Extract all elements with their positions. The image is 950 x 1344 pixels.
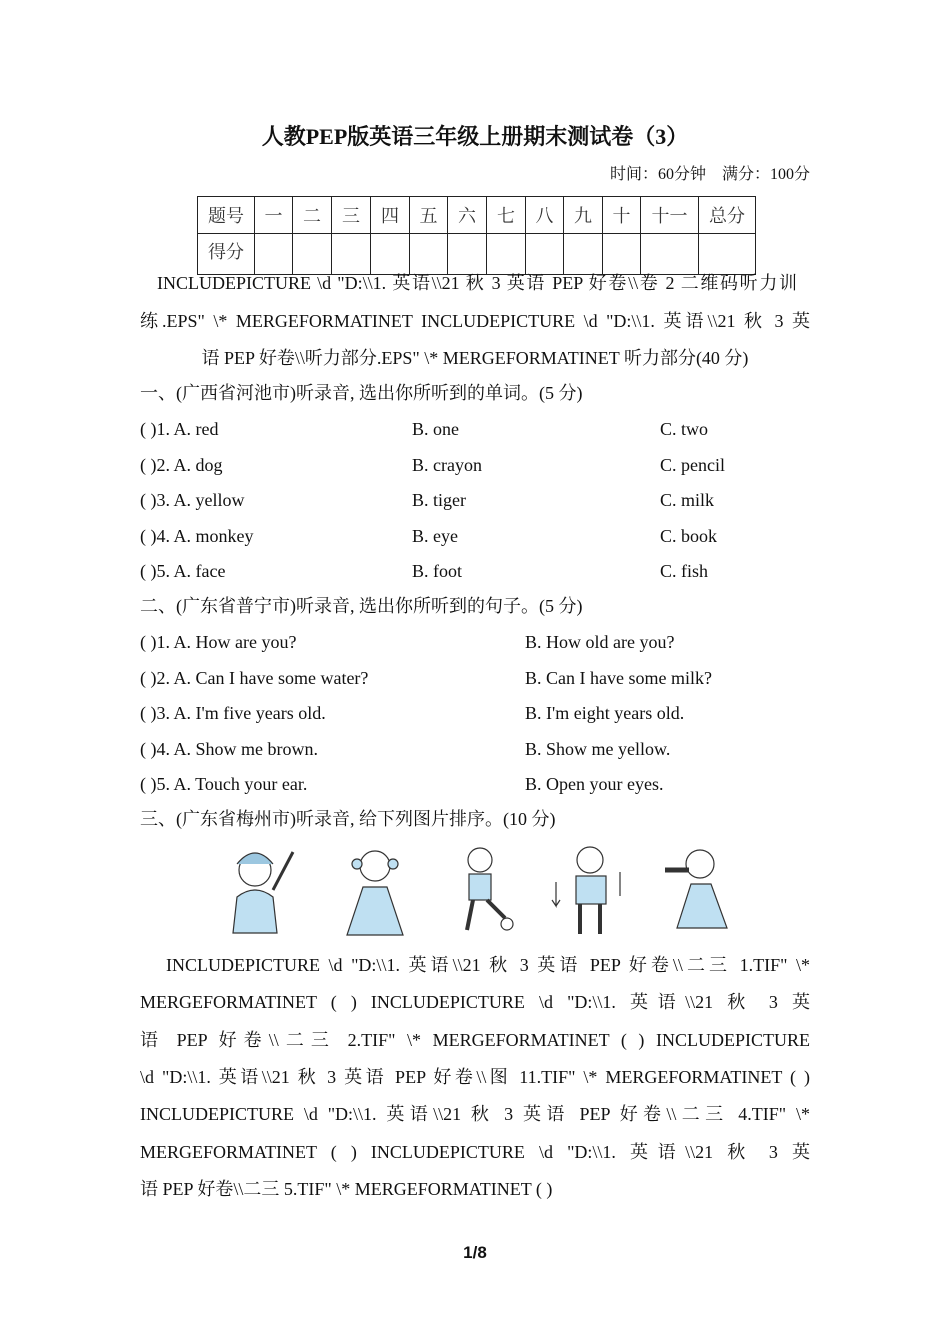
table-cell: 总分 — [699, 197, 756, 234]
score-input[interactable] — [332, 234, 371, 275]
score-input[interactable] — [603, 234, 641, 275]
option-c: C. milk — [660, 490, 715, 510]
question-item: ( )4. A. monkey — [140, 526, 254, 546]
table-cell: 三 — [332, 197, 371, 234]
table-cell: 四 — [371, 197, 410, 234]
field-code-line: INCLUDEPICTURE \d "D:\\1. 英语\\21 秋 3 英语 PEP 好卷\\卷 2 二维码听力训 — [157, 273, 797, 293]
option-b: B. I'm eight years old. — [525, 703, 685, 723]
question-item: ( )2. A. dog — [140, 455, 223, 475]
page-number: 1/8 — [463, 1243, 487, 1262]
field-code-line: \d "D:\\1. 英语\\21 秋 3 英语 PEP 好卷\\图 11.TIF" \* MERGEFORMATINET ( ) — [140, 1067, 810, 1087]
option-b: B. one — [412, 419, 459, 439]
field-code-line: 语 PEP 好卷\\二三 2.TIF" \* MERGEFORMATINET ( ) INCLUDEPICTURE — [140, 1030, 810, 1050]
score-input[interactable] — [410, 234, 448, 275]
option-c: C. book — [660, 526, 718, 546]
option-b: B. Show me yellow. — [525, 739, 671, 759]
option-b: B. How old are you? — [525, 632, 675, 652]
field-code-line: INCLUDEPICTURE \d "D:\\1. 英语\\21 秋 3 英语 PEP 好卷\\二三 1.TIF" \* — [166, 955, 810, 975]
score-table — [197, 196, 756, 275]
score-input[interactable] — [371, 234, 410, 275]
boy-turning-around-picture — [552, 847, 620, 934]
section-heading: 二、(广东省普宁市)听录音, 选出你所听到的句子。(5 分) — [140, 596, 583, 616]
score-input[interactable] — [641, 234, 699, 275]
option-b: B. Open your eyes. — [525, 774, 664, 794]
girl-in-dress-picture — [347, 851, 403, 935]
option-c: C. two — [660, 419, 709, 439]
table-row — [198, 197, 756, 234]
question-item: ( )4. A. Show me brown. — [140, 739, 318, 759]
question-item: ( )5. A. Touch your ear. — [140, 774, 308, 794]
table-cell: 二 — [293, 197, 332, 234]
table-cell: 五 — [410, 197, 448, 234]
table-cell: 六 — [448, 197, 487, 234]
option-b: B. eye — [412, 526, 458, 546]
option-b: B. foot — [412, 561, 463, 581]
field-code-line: 练.EPS" \* MERGEFORMATINET INCLUDEPICTURE \d "D:\\1. 英语\\21 秋 3 英 — [140, 311, 810, 331]
score-input[interactable] — [255, 234, 293, 275]
question-item: ( )1. A. How are you? — [140, 632, 297, 652]
option-b: B. Can I have some milk? — [525, 668, 712, 688]
table-cell: 得分 — [198, 234, 255, 275]
table-cell: 八 — [526, 197, 564, 234]
table-cell: 题号 — [198, 197, 255, 234]
table-cell: 十一 — [641, 197, 699, 234]
question-item: ( )2. A. Can I have some water? — [140, 668, 369, 688]
field-code-line: MERGEFORMATINET ( ) INCLUDEPICTURE \d "D:\\1. 英语\\21 秋 3 英 — [140, 992, 810, 1012]
table-cell: 一 — [255, 197, 293, 234]
option-b: B. tiger — [412, 490, 466, 510]
score-input[interactable] — [448, 234, 487, 275]
option-c: C. fish — [660, 561, 709, 581]
score-input[interactable] — [526, 234, 564, 275]
exam-meta: 时间：60分钟 满分：100分 — [609, 166, 810, 183]
score-input[interactable] — [487, 234, 526, 275]
score-input[interactable] — [564, 234, 603, 275]
field-code-line: MERGEFORMATINET ( ) INCLUDEPICTURE \d "D:\\1. 英语\\21 秋 3 英 — [140, 1142, 810, 1162]
question-item: ( )5. A. face — [140, 561, 226, 581]
score-input[interactable] — [293, 234, 332, 275]
field-code-line: INCLUDEPICTURE \d "D:\\1. 英语\\21 秋 3 英语 PEP 好卷\\二三 4.TIF" \* — [140, 1104, 810, 1124]
option-c: C. pencil — [660, 455, 725, 475]
section-heading: 一、(广西省河池市)听录音, 选出你所听到的单词。(5 分) — [140, 383, 583, 403]
field-code-line: 语 PEP 好卷\\听力部分.EPS" \* MERGEFORMATINET 听力部分(40 分) — [201, 348, 749, 368]
picture-row — [215, 842, 735, 938]
question-item: ( )3. A. yellow — [140, 490, 245, 510]
table-cell: 十 — [603, 197, 641, 234]
option-b: B. crayon — [412, 455, 482, 475]
question-item: ( )1. A. red — [140, 419, 219, 439]
question-item: ( )3. A. I'm five years old. — [140, 703, 326, 723]
girl-with-telescope-picture — [665, 850, 727, 928]
table-cell: 七 — [487, 197, 526, 234]
table-cell: 九 — [564, 197, 603, 234]
score-input[interactable] — [699, 234, 756, 275]
table-row — [198, 234, 756, 275]
page-title: 人教PEP版英语三年级上册期末测试卷（3） — [261, 124, 689, 149]
boy-kicking-picture — [467, 848, 513, 930]
field-code-line: 语 PEP 好卷\\二三 5.TIF" \* MERGEFORMATINET ( ) — [140, 1179, 553, 1199]
girl-with-pencil-picture — [233, 852, 293, 933]
section-heading: 三、(广东省梅州市)听录音, 给下列图片排序。(10 分) — [140, 809, 556, 829]
